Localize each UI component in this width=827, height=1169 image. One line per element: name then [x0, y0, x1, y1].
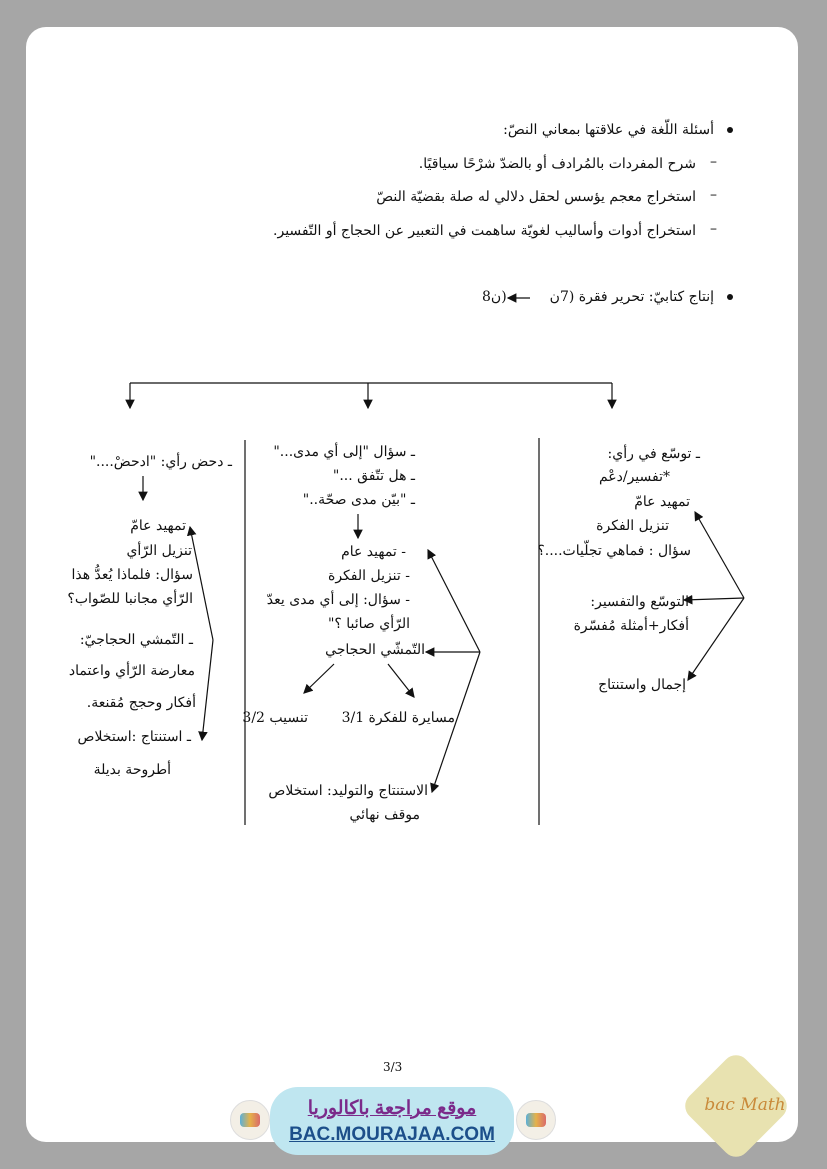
- left-col-line-3: سؤال: فلماذا يُعدُّ هذا: [71, 567, 193, 583]
- section1-item-3: استخراج أدوات وأساليب لغويّة ساهمت في التعبير عن الحجاج أو التّفسير.: [273, 223, 696, 239]
- left-col-title: ـ دحض رأي: "ادحضْ....": [89, 454, 232, 470]
- middle-conclusion-1: الاستنتاج والتوليد: استخلاص: [268, 783, 428, 799]
- right-col-line-8: إجمال واستنتاج: [598, 677, 686, 693]
- left-col-line-5: ـ التّمشي الحجاجيّ:: [79, 632, 193, 648]
- middle-branch-left: تنسيب 3/2: [242, 710, 308, 726]
- right-col-line-6: التوسّع والتفسير:: [590, 594, 689, 610]
- section1-heading: أسئلة اللّغة في علاقتها بمعاني النصّ:: [503, 122, 714, 138]
- right-col-line-7: أفكار+أمثلة مُفسّرة: [573, 618, 689, 634]
- middle-step-3: - سؤال: إلى أي مدى يعدّ: [266, 592, 410, 608]
- middle-step-5: التّمشّي الحجاجي: [325, 642, 425, 658]
- middle-step-1: - تمهيد عام: [341, 544, 406, 560]
- site-arabic-name[interactable]: موقع مراجعة باكالوريا: [307, 1097, 477, 1119]
- left-col-line-9: أطروحة بديلة: [93, 762, 171, 778]
- right-col-line-5: سؤال : فماهي تجلّيات....؟: [537, 543, 691, 559]
- page-number: 3/3: [383, 1060, 403, 1074]
- left-col-line-7: أفكار وحجج مُقنعة.: [86, 695, 196, 711]
- middle-step-2: - تنزيل الفكرة: [327, 568, 410, 584]
- site-logo-icon: [230, 1100, 270, 1140]
- bac-math-logo-text: bac Math: [704, 1095, 786, 1115]
- middle-conclusion-2: موقف نهائي: [349, 807, 420, 823]
- dash-icon: –: [710, 154, 717, 170]
- site-banner-link[interactable]: [270, 1087, 514, 1155]
- middle-step-4: الرّأي صائبا ؟": [327, 616, 410, 632]
- section2-heading: إنتاج كتابيّ: تحرير فقرة (7ن: [549, 289, 714, 305]
- section1-item-1: شرح المفردات بالمُرادف أو بالضدّ شرْحًا سياقيًا.: [418, 156, 696, 172]
- left-col-line-1: تمهيد عامّ: [130, 518, 186, 534]
- right-col-line-3: تمهيد عامّ: [634, 494, 690, 510]
- section1-item-2: استخراج معجم يؤسس لحقل دلالي له صلة بقضيّة النصّ: [376, 189, 696, 205]
- middle-branch-right: مسايرة للفكرة 3/1: [341, 710, 455, 726]
- left-col-line-8: ـ استنتاج :استخلاص: [77, 729, 191, 745]
- middle-question-2: ـ هل تتّفق ...": [332, 468, 415, 484]
- dash-icon: –: [710, 187, 717, 203]
- right-col-line-1: ـ توسّع في رأي:: [607, 446, 700, 462]
- middle-question-1: ـ سؤال "إلى أي مدى...": [273, 444, 415, 460]
- section2-heading-end: 8ن): [482, 289, 507, 305]
- site-url[interactable]: BAC.MOURAJAA.COM: [289, 1123, 495, 1145]
- site-logo-icon: [516, 1100, 556, 1140]
- left-col-line-6: معارضة الرّأي واعتماد: [68, 663, 195, 679]
- dash-icon: –: [710, 221, 717, 237]
- left-col-line-4: الرّأي مجانبا للصّواب؟: [67, 591, 193, 607]
- middle-question-3: ـ "بيّن مدى صحّة..": [302, 492, 415, 508]
- right-col-line-2: *تفسير/دعْم: [598, 469, 670, 485]
- right-col-line-4: تنزيل الفكرة: [596, 518, 669, 534]
- left-col-line-2: تنزيل الرّأي: [126, 543, 192, 559]
